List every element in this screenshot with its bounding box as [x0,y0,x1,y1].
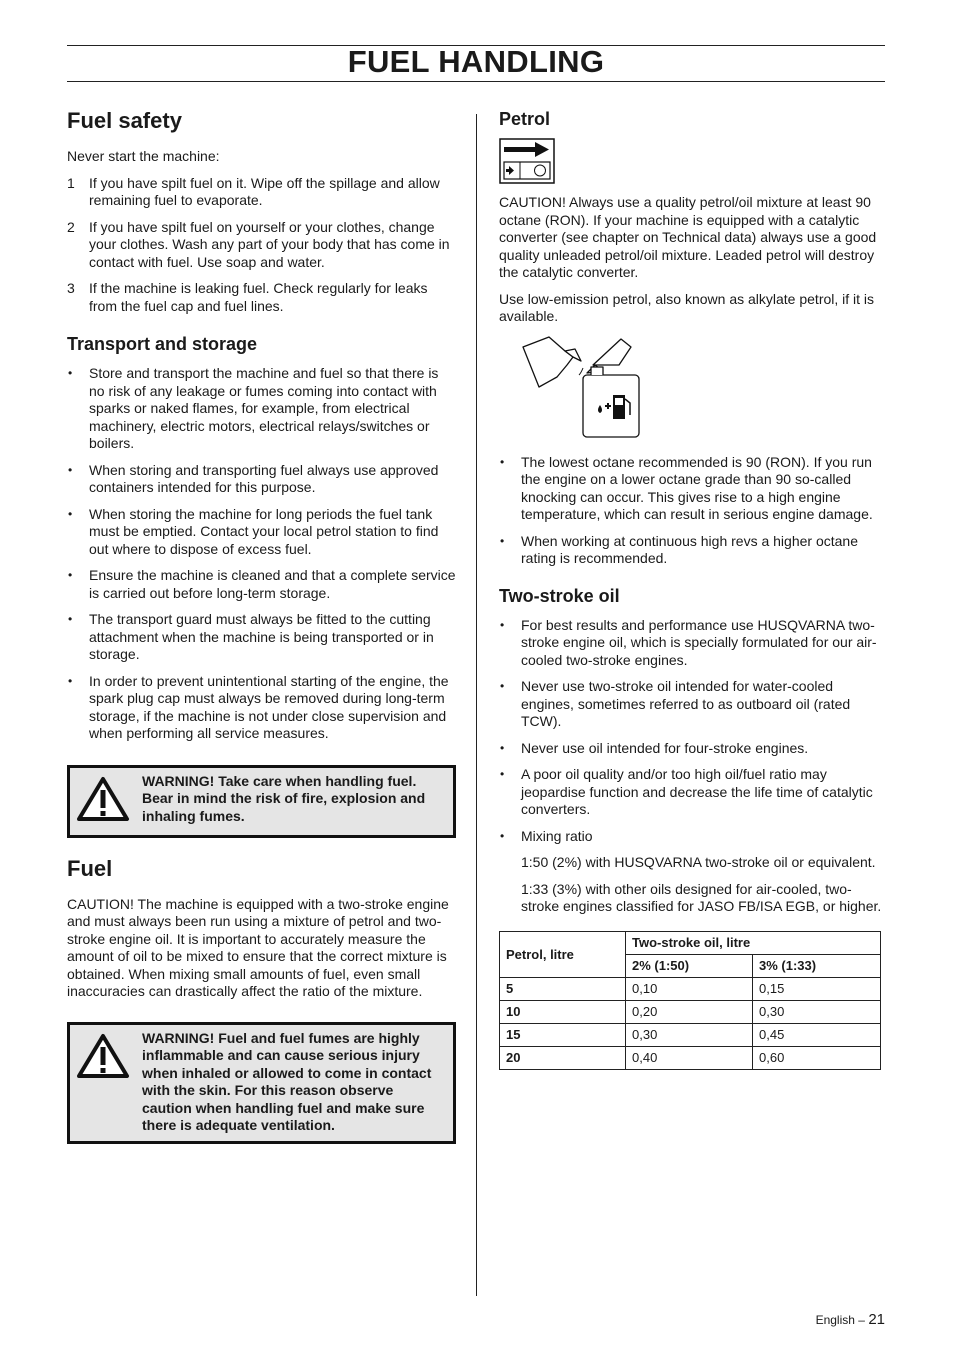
oil-list [499,617,885,846]
petrol-heading: Petrol [499,109,551,129]
left-column [67,108,456,1144]
column-divider [476,114,477,1296]
table-row: 5 0,10 0,15 [500,977,881,1000]
fuel-safety-list [67,175,456,316]
list-item: • In order to prevent unintentional starting of the engine, the spark plug cap must always be removed during long-term storage, if the machine is not under close supervision and when performing all service measures. [68,672,449,741]
list-item: • Store and transport the machine and fuel so that there is no risk of any leakage or fumes coming into contact with sparks or naked flames, for example, from electrical machinery, electric motors, electrical relays/switches or boilers. [68,365,439,451]
header-oil: Two-stroke oil, litre [626,931,881,954]
table-header-row [500,931,881,954]
right-column [499,108,885,1070]
list-item: • When working at continuous high revs a higher octane rating is recommended. [500,532,858,566]
list-item: • When storing the machine for long periods the fuel tank must be emptied. Contact your local petrol station to find out where to dispose of excess fuel. [68,505,439,557]
table-row: 15 0,30 0,45 [500,1023,881,1046]
fuel-mix-canister-icon [521,335,645,441]
table-row: 20 0,40 0,60 [500,1046,881,1069]
transport-list [67,365,456,743]
list-item: • Never use oil intended for four-stroke engines. [500,739,809,756]
table-row: 10 0,20 0,30 [500,1000,881,1023]
footer-separator: – [858,1313,865,1327]
header-petrol: Petrol, litre [500,931,626,977]
warning-text: WARNING! Fuel and fuel fumes are highly inflammable and can cause serious injury when inhaled or allowed to come in contact with the skin. For this reason observe caution when handling fuel and make sure there is adequate ventilation. [142,1029,432,1133]
warning-text: WARNING! Take care when handling fuel. Bear in mind the risk of fire, explosion and inhaling fumes. [142,772,426,824]
list-item: • Never use two-stroke oil intended for water-cooled engines, sometimes referred to as outboard oil (rated TCW). [500,678,851,729]
list-item: • The transport guard must always be fitted to the cutting attachment when the machine is being transported or in storage. [68,611,434,662]
two-stroke-oil-heading: Two-stroke oil [499,585,620,606]
list-item: • For best results and performance use HUSQVARNA two-stroke engine oil, which is specially formulated for our air-cooled two-stroke engines. [500,616,877,668]
list-item: 2 If you have spilt fuel on yourself or your clothes, change your clothes. Wash any part of your body that has come in contact with fuel. Use soap and water. [67,218,450,270]
page-footer [816,1311,885,1328]
header-3-percent: 3% (1:33) [753,954,881,977]
page-number: 21 [868,1311,885,1328]
petrol-caution-text: CAUTION! Always use a quality petrol/oil mixture at least 90 octane (RON). If your machine is equipped with a catalytic converter (see chapter on Technical data) always use a good quality unleaded petrol/oil mixture. Leaded petrol will destroy the catalytic converter. [499,194,877,280]
transport-heading: Transport and storage [67,334,258,354]
list-item: 3 If the machine is leaking fuel. Check regularly for leaks from the fuel cap and fuel lines. [67,280,428,314]
warning-box-fuel-handling [67,765,456,838]
warning-box-fuel-fumes [67,1022,456,1144]
list-item: • A poor oil quality and/or too high oil/fuel ratio may jeopardise function and decrease the life time of catalytic converters. [500,766,873,817]
low-emission-text: Use low-emission petrol, also known as alkylate petrol, if it is available. [499,290,875,324]
list-item: • Ensure the machine is cleaned and that a complete service is carried out before long-term storage. [68,567,456,601]
header-2-percent: 2% (1:50) [626,954,753,977]
footer-language: English [815,1313,855,1327]
petrol-list [499,454,885,568]
list-item: • The lowest octane recommended is 90 (RON). If you run the engine on a lower octane grade than 90 so-called knocking can occur. This gives rise to a high engine temperature, which can result in serious engine damage. [500,453,873,522]
list-item: • Mixing ratio [500,827,593,844]
ratio-other-text: 1:33 (3%) with other oils designed for air-cooled, two-stroke engines classified for JASO FB/ISA EGB, or higher. [521,880,882,914]
fuel-heading: Fuel [67,855,113,881]
title-underline [67,81,885,82]
refuel-arrow-icon [499,138,555,184]
fuel-safety-intro: Never start the machine: [67,148,220,164]
list-item: 1 If you have spilt fuel on it. Wipe off the spillage and allow remaining fuel to evaporate. [67,174,440,208]
warning-triangle-icon [76,776,130,822]
ratio-husqvarna-text: 1:50 (2%) with HUSQVARNA two-stroke oil or equivalent. [521,854,876,870]
fuel-caution-text: CAUTION! The machine is equipped with a two-stroke engine and must always been run using a mixture of petrol and two-stroke engine oil. It is important to accurately measure the amount of oil to be mixed to ensure that the correct mixture is obtained. When mixing small amounts of fuel, even small inaccuracies can drastically affect the ratio of the mixture. [67,895,449,999]
mixing-table [499,931,881,1070]
list-item: • When storing and transporting fuel always use approved containers intended for this purpose. [68,461,439,495]
page-title: FUEL HANDLING [347,44,605,79]
warning-triangle-icon [76,1033,130,1079]
fuel-safety-heading: Fuel safety [67,108,182,133]
